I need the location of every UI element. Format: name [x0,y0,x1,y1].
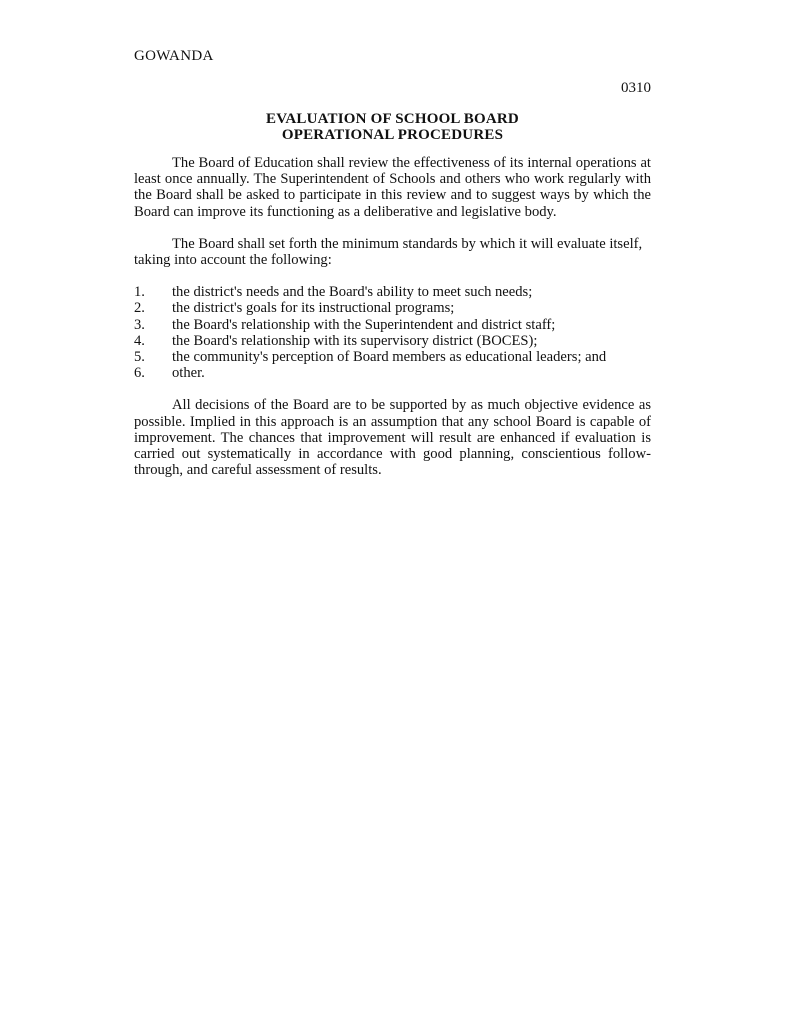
list-item-text: other. [172,365,205,382]
list-item [134,284,651,300]
list-item [134,333,651,349]
paragraph-standards: The Board shall set forth the minimum standards by which it will evaluate itself, taking into account the following: [134,235,643,269]
policy-body [134,155,651,494]
list-item-number: 3. [134,316,145,333]
district-name: GOWANDA [134,48,214,64]
criteria-list [134,284,651,381]
list-item-text: the Board's relationship with its supervisory district (BOCES); [172,332,538,349]
list-item-number: 5. [134,349,145,366]
list-item [134,349,651,365]
list-item-text: the Board's relationship with the Superintendent and district staff; [172,316,556,333]
list-item-text: the district's goals for its instructional programs; [172,300,455,317]
list-item-text: the community's perception of Board members as educational leaders; and [172,349,607,366]
paragraph-decisions: All decisions of the Board are to be supported by as much objective evidence as possible. Implied in this approach is an assumption that any school Board is capable of improvement. The chances that improvement will result are enhanced if evaluation is carried out systematically in accordance with good planning, conscientious follow-through, and careful assessment of results. [134,397,651,479]
list-item-number: 4. [134,332,145,349]
list-item [134,300,651,316]
page-title [134,111,651,143]
paragraph-review: The Board of Education shall review the effectiveness of its internal operations at least once annually. The Superintendent of Schools and others who work regularly with the Board shall be asked to participate in this review and to suggest ways by which the Board can improve its functioning as a deliberative and legislative body. [134,155,651,220]
list-item-text: the district's needs and the Board's ability to meet such needs; [172,284,533,301]
policy-number: 0310 [621,80,651,96]
list-item-number: 1. [134,284,145,301]
list-item [134,365,651,381]
list-item-number: 2. [134,300,145,317]
list-item [134,317,651,333]
list-item-number: 6. [134,365,145,382]
title-line-1: EVALUATION OF SCHOOL BOARD [266,111,519,127]
title-line-2: OPERATIONAL PROCEDURES [281,127,504,143]
